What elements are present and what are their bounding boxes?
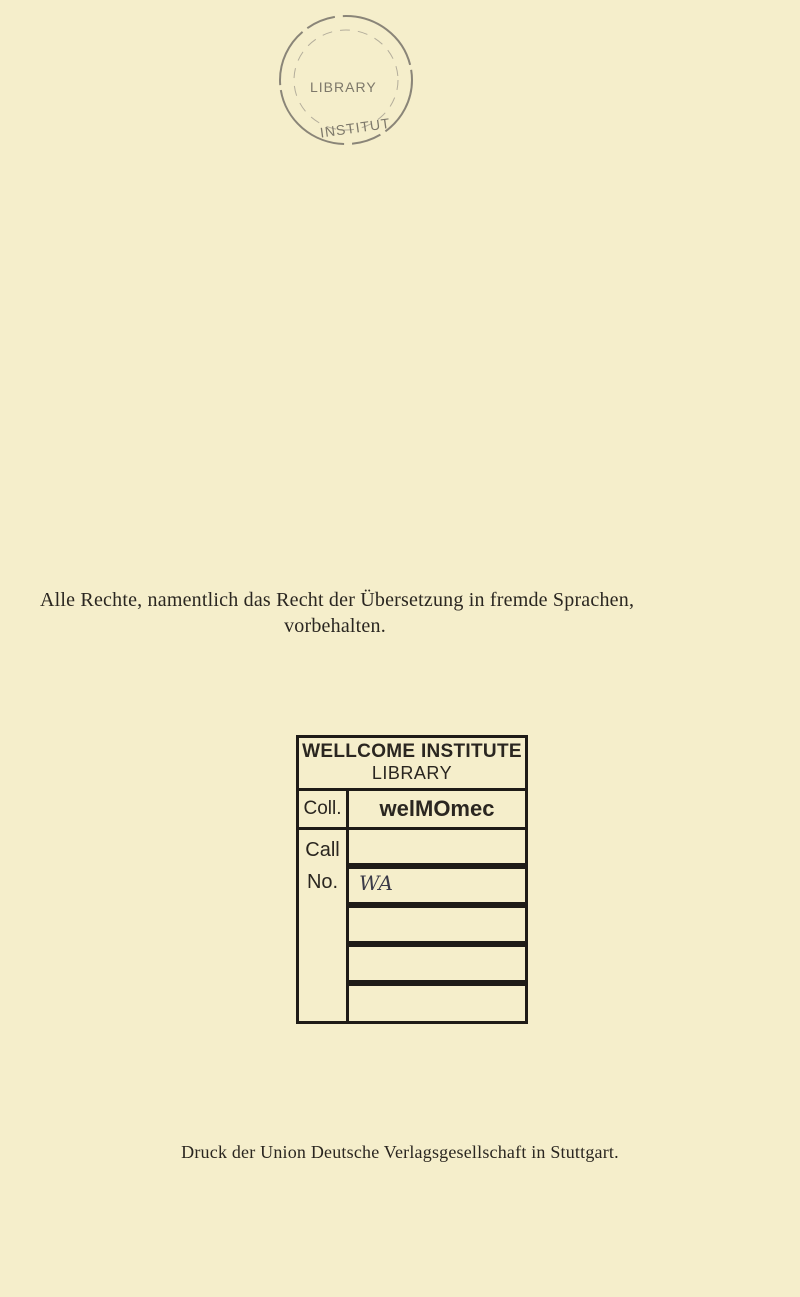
svg-text:INSTITUT: INSTITUT [319, 114, 392, 141]
call-label-line2: No. [306, 871, 339, 893]
library-label-header [299, 738, 525, 791]
coll-label: Coll. [299, 791, 349, 827]
call-number-cell-4 [349, 944, 525, 983]
rights-notice-line2: vorbehalten. [284, 615, 386, 637]
rights-notice [40, 587, 770, 639]
call-number-cell-5 [349, 983, 525, 1021]
call-number-cell-1 [349, 830, 525, 866]
printer-imprint: Druck der Union Deutsche Verlagsgesellschaft in Stuttgart. [181, 1142, 619, 1162]
rights-notice-line1: Alle Rechte, namentlich das Recht der Übersetzung in fremde Sprachen, [40, 589, 635, 611]
call-label-line1: Call [305, 839, 340, 861]
call-number-cell-2 [349, 866, 525, 905]
library-label-subtitle: LIBRARY [371, 763, 453, 783]
library-label [296, 735, 528, 1024]
library-label-title: WELLCOME INSTITUTE [302, 741, 522, 762]
svg-text:LIBRARY: LIBRARY [310, 79, 377, 95]
library-stamp-icon [268, 2, 428, 162]
call-number-handwritten: WA [359, 871, 394, 895]
coll-value: welMOmec [379, 796, 495, 821]
call-number-label [299, 830, 349, 1021]
library-stamp [268, 2, 428, 162]
call-number-cell-3 [349, 905, 525, 944]
